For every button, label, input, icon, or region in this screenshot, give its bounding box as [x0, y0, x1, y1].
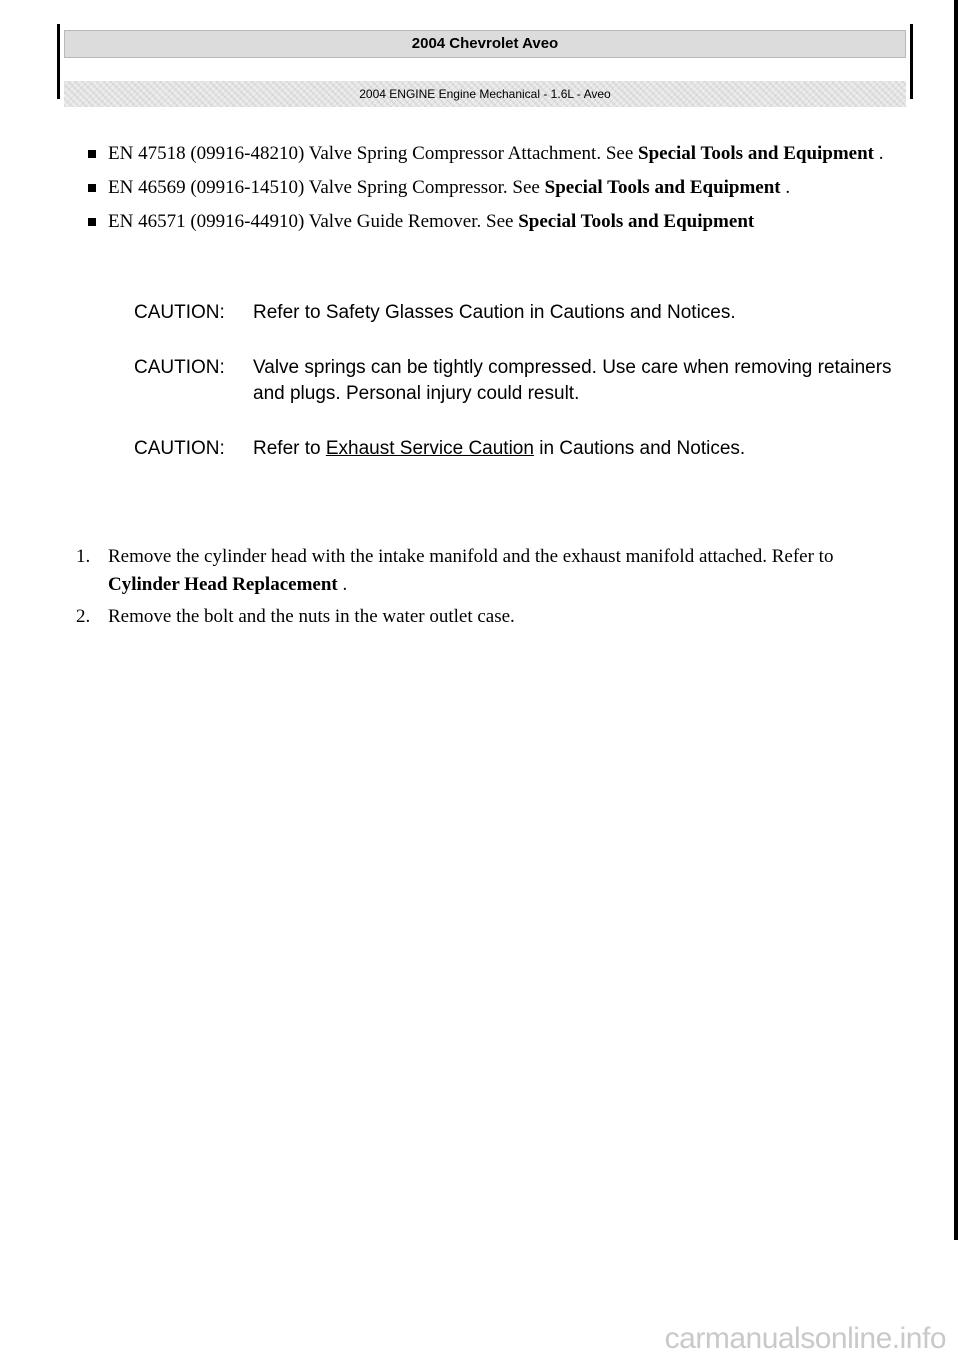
bullet-icon — [88, 184, 96, 192]
cautions-block — [134, 300, 904, 491]
step-text: Remove the bolt and the nuts in the water outlet case. — [108, 606, 515, 627]
step-number: 1. — [76, 546, 91, 567]
caution-label: CAUTION: — [134, 357, 225, 378]
bullet-icon — [88, 150, 96, 158]
procedure-steps — [76, 543, 906, 635]
document-subtitle: 2004 ENGINE Engine Mechanical - 1.6L - Aveo — [64, 81, 906, 107]
tool-text-end: . — [874, 143, 884, 164]
exhaust-service-caution-link[interactable]: Exhaust Service Caution — [325, 438, 534, 459]
caution-label: CAUTION: — [134, 302, 225, 323]
tool-reference: Special Tools and Equipment — [544, 177, 781, 198]
list-item — [76, 603, 906, 631]
caution-notice — [134, 436, 904, 462]
watermark-logo: carmanualsonline.info — [664, 1322, 946, 1355]
tool-reference: Special Tools and Equipment — [638, 143, 875, 164]
bullet-icon — [88, 218, 96, 226]
caution-text: Valve springs can be tightly compressed. Use care when removing retainers and plugs. Personal injury could result. — [253, 357, 892, 404]
document-header — [57, 24, 913, 99]
list-item — [88, 208, 898, 236]
caution-text: Refer to Safety Glasses Caution in Cautions and Notices. — [253, 302, 736, 323]
tool-reference: Special Tools and Equipment — [518, 211, 755, 232]
caution-notice — [134, 355, 904, 407]
special-tools-list — [88, 140, 898, 242]
caution-text: Refer to Exhaust Service Caution in Cautions and Notices. — [253, 438, 746, 459]
tool-text-end: . — [780, 177, 791, 198]
list-item — [88, 140, 898, 168]
tool-text: EN 47518 (09916-48210) Valve Spring Compressor Attachment. See — [108, 143, 638, 164]
cross-reference: Cylinder Head Replacement — [108, 574, 338, 595]
list-item — [88, 174, 898, 202]
tool-text: EN 46569 (09916-14510) Valve Spring Compressor. See — [108, 177, 545, 198]
page-edge-rule — [954, 0, 958, 1240]
caution-notice — [134, 300, 904, 326]
step-number: 2. — [76, 606, 91, 627]
document-title: 2004 Chevrolet Aveo — [64, 30, 906, 58]
tool-text: EN 46571 (09916-44910) Valve Guide Remover. See — [108, 211, 519, 232]
list-item — [76, 543, 906, 599]
step-text: Remove the cylinder head with the intake manifold and the exhaust manifold attached. Refer to Cylinder Head Replacement . — [108, 546, 834, 595]
caution-label: CAUTION: — [134, 438, 225, 459]
